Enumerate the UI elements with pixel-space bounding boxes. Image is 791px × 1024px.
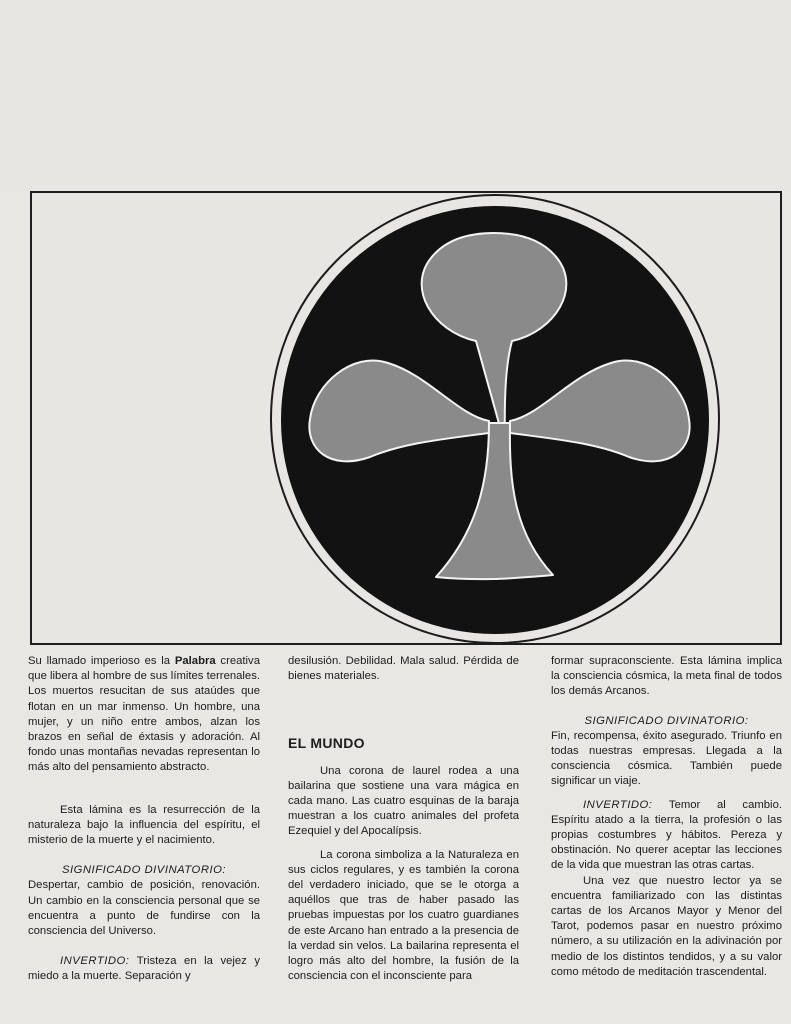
paragraph-meaning: Despertar, cambio de posición, renovación. Un cambio en la consciencia personal que se encuentra a punto de fundirse con la consciencia del Universo.	[28, 879, 260, 938]
text-column-right	[551, 654, 782, 980]
paragraph-world-meaning: La corona simboliza a la Naturaleza en sus ciclos regulares, y es también la corona del verdadero iniciado, que se le otorga a aquéllos que tras de haber pasado las pruebas impuestas por los cuatro guardianes de este Arcano han entrado a la presencia de la verdad sin velos. La bailarina representa el logro más alto del hombre, la fusión de la consciencia con el inconsciente para	[288, 848, 519, 983]
paragraph-world-crown: Una corona de laurel rodea a una bailarina que sostiene una vara mágica en cada mano. Las cuatro esquinas de la baraja muestran a los cuatro animales del profeta Ezequiel y del Apocalípsis.	[288, 764, 519, 838]
paragraph-continued: desilusión. Debilidad. Mala salud. Pérdida de bienes materiales.	[288, 655, 519, 683]
paragraph-reversed: INVERTIDO: Tristeza en la vejez y miedo a la muerte. Separación y	[28, 955, 260, 983]
subheading-meaning: SIGNIFICADO DIVINATORIO:	[61, 864, 227, 877]
blank-page-header	[0, 0, 791, 190]
paragraph-supraconscious: formar supraconsciente. Esta lámina implica la consciencia cósmica, la meta final de todos los demás Arcanos.	[551, 655, 782, 698]
paragraph-closing: Una vez que nuestro lector ya se encuentra familiarizado con las distintas cartas de los Arcanos Mayor y Menor del Tarot, podemos pasar en nuestro próximo número, a su utilización en la adivinación por medio de los distintos tendidos, y a su valor como método de meditación trascendental.	[551, 874, 782, 978]
text-column-left	[28, 654, 260, 985]
illustration-frame	[30, 191, 782, 645]
club-suit-icon	[268, 193, 722, 645]
paragraph-reversed-world: INVERTIDO: Temor al cambio. Espíritu atado a la tierra, la profesión o las propias costumbres y hábitos. Pereza y obstinación. No querer aceptar las lecciones de la vida que muestran las otras cartas.	[551, 798, 782, 872]
text-column-middle	[288, 654, 519, 984]
section-heading: EL MUNDO	[288, 735, 365, 752]
subheading-meaning-world: SIGNIFICADO DIVINATORIO:	[584, 714, 749, 727]
paragraph-intro: Su llamado imperioso es la Palabra creativa que libera al hombre de sus límites terrenales. Los muertos resucitan de sus ataúdes que flotan en un mar inmenso. Un hombre, una mujer, y un niño entre ambos, alzan los brazos en señal de éxtasis y adoración. Al fondo unas montañas nevadas representan lo más alto del pensamiento abstracto.	[28, 655, 260, 774]
paragraph-resurrection: Esta lámina es la resurrección de la naturaleza bajo la influencia del espíritu, el misterio de la muerte y el nacimiento.	[28, 803, 260, 847]
paragraph-meaning-world: Fin, recompensa, éxito asegurado. Triunfo en todas nuestras empresas. Llegada a la consciencia cósmica. También puede significar un viaje.	[551, 729, 782, 788]
